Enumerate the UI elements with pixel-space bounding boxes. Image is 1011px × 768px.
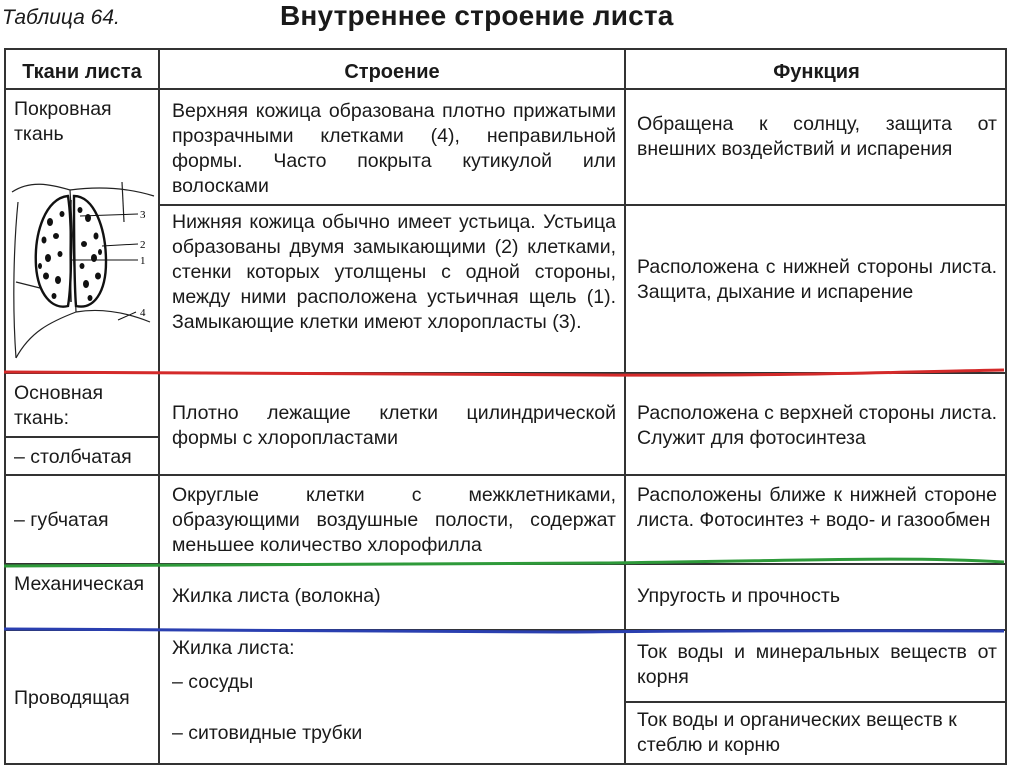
diagram-label: 3 <box>140 209 146 221</box>
header-structure: Строение <box>344 61 440 83</box>
header-function: Функция <box>773 61 860 83</box>
page-title: Внутреннее строение листа <box>280 0 674 31</box>
tissue-conductive: Проводящая <box>14 687 130 709</box>
cover-upper-function: Обращена к солнцу, защита от внешних воздействий и испарения <box>637 113 997 160</box>
marker-lines <box>0 360 1011 640</box>
row-divider <box>160 204 1007 206</box>
diagram-label: 4 <box>140 307 146 319</box>
spongy-function: Расположены ближе к нижней стороне листа. Фотосинтез + водо- и газообмен <box>637 484 997 531</box>
row-divider <box>626 701 1007 703</box>
conductive-vessels: – сосуды <box>172 671 254 693</box>
mechanical-structure: Жилка листа (волокна) <box>172 585 381 607</box>
blue-marker-line <box>4 629 1004 632</box>
table-caption: Таблица 64. <box>2 6 120 29</box>
stoma-diagram <box>10 162 156 362</box>
cover-lower-function: Расположена с нижней стороны листа. Защита, дыхание и испарение <box>637 256 997 303</box>
spongy-structure: Округлые клетки с межклетниками, образующими воздушные полости, содержат меньшее количество хлорофилла <box>172 484 616 556</box>
header-tissue: Ткани листа <box>22 61 142 83</box>
conductive-structure-head: Жилка листа: <box>172 637 295 659</box>
red-marker-line <box>4 370 1004 375</box>
tissue-mechanical: Механическая <box>14 573 145 595</box>
conductive-sieve: – ситовидные трубки <box>172 722 363 744</box>
palisade-function: Расположена с верхней стороны листа. Служит для фотосинтеза <box>637 402 997 449</box>
palisade-structure: Плотно лежащие клетки цилиндрической формы с хлоропластами <box>172 402 616 449</box>
vessels-function: Ток воды и минеральных веществ от корня <box>637 641 997 688</box>
diagram-label: 1 <box>140 255 146 267</box>
cover-lower-structure: Нижняя кожица обычно имеет устьица. Устьица образованы двумя замыкающими (2) клетками, стенки которых утолщены с одной стороны, между ними расположена устьичная щель (1). Замыкающие клетки имеют хлоропласты (3). <box>172 211 616 333</box>
cover-upper-structure: Верхняя кожица образована плотно прижатыми прозрачными клетками (4), неправильной формы. Часто покрыта кутикулой или волосками <box>172 100 616 197</box>
tissue-cover: Покровная ткань <box>14 98 112 145</box>
diagram-label: 2 <box>140 239 146 251</box>
green-marker-line <box>4 559 1004 566</box>
header-divider <box>4 88 1007 90</box>
mechanical-function: Упругость и прочность <box>637 585 840 607</box>
tissue-spongy: – губчатая <box>14 509 109 531</box>
tissue-palisade: – столбчатая <box>14 446 132 468</box>
tissue-ground: Основная ткань: <box>14 382 104 429</box>
sieve-function: Ток воды и органических веществ к стеблю и корню <box>637 709 957 756</box>
